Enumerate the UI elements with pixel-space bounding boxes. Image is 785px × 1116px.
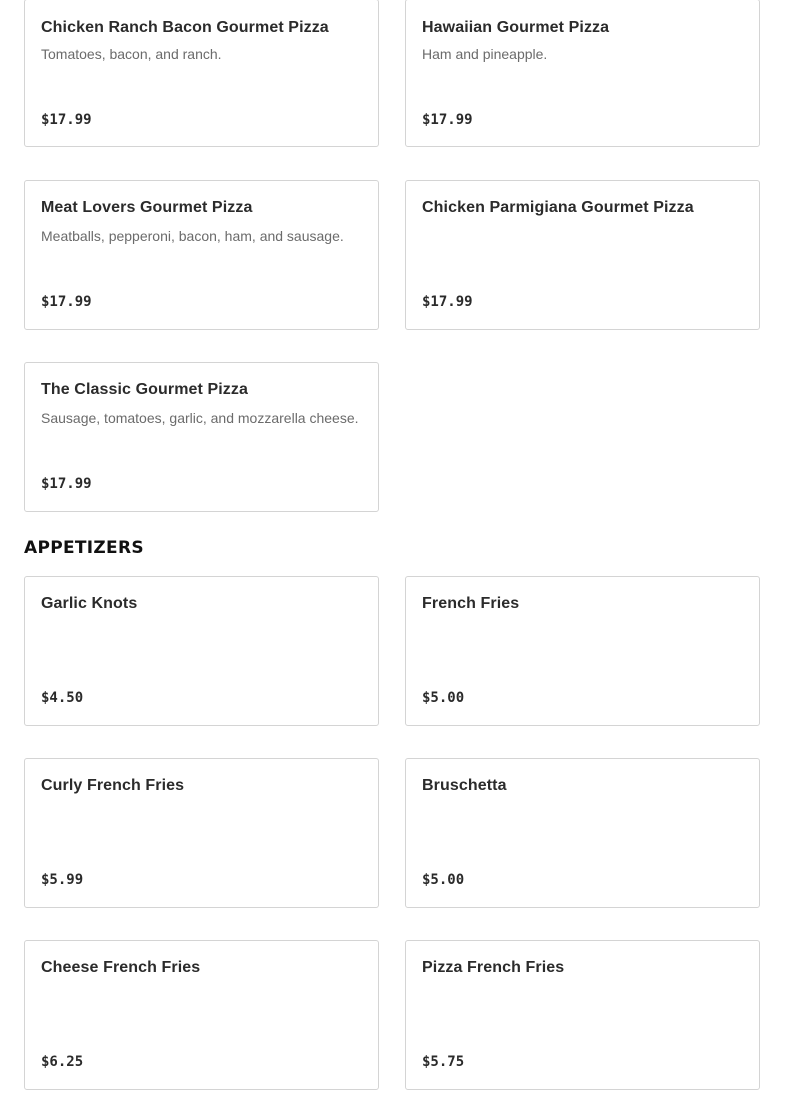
- menu-item-description: Ham and pineapple.: [422, 46, 548, 62]
- menu-item-card[interactable]: [405, 576, 760, 726]
- menu-item-card[interactable]: [24, 180, 379, 330]
- menu-item-price: $17.99: [422, 112, 473, 128]
- menu-item-name: Pizza French Fries: [422, 959, 565, 976]
- menu-item-name: Chicken Parmigiana Gourmet Pizza: [422, 199, 694, 216]
- menu-item-price: $5.00: [422, 690, 465, 706]
- menu-item-description: Meatballs, pepperoni, bacon, ham, and sausage.: [41, 228, 344, 244]
- menu-item-card[interactable]: [24, 362, 379, 512]
- menu-item-card[interactable]: [405, 940, 760, 1090]
- menu-item-name: Curly French Fries: [41, 777, 185, 794]
- menu-item-price: $5.99: [41, 872, 84, 888]
- menu-item-price: $17.99: [422, 294, 473, 310]
- menu-item-price: $17.99: [41, 476, 92, 492]
- menu-item-description: Tomatoes, bacon, and ranch.: [41, 46, 222, 62]
- menu-item-price: $17.99: [41, 294, 92, 310]
- menu-item-card[interactable]: [405, 180, 760, 330]
- menu-item-description: Sausage, tomatoes, garlic, and mozzarella cheese.: [41, 410, 359, 426]
- menu-item-card[interactable]: [24, 758, 379, 908]
- section-title-appetizers: APPETIZERS: [24, 538, 144, 558]
- menu-item-name: Hawaiian Gourmet Pizza: [422, 19, 610, 36]
- menu-item-price: $5.75: [422, 1054, 465, 1070]
- menu-item-price: $4.50: [41, 690, 84, 706]
- menu-item-card[interactable]: [24, 576, 379, 726]
- menu-item-price: $17.99: [41, 112, 92, 128]
- menu-item-price: $5.00: [422, 872, 465, 888]
- menu-item-name: Chicken Ranch Bacon Gourmet Pizza: [41, 19, 329, 36]
- menu-item-card[interactable]: [405, 0, 760, 147]
- menu-item-name: Bruschetta: [422, 777, 507, 794]
- menu-item-name: Garlic Knots: [41, 595, 138, 612]
- menu-item-card[interactable]: [24, 0, 379, 147]
- menu-item-name: Meat Lovers Gourmet Pizza: [41, 199, 253, 216]
- menu-item-name: The Classic Gourmet Pizza: [41, 381, 249, 398]
- menu-item-card[interactable]: [24, 940, 379, 1090]
- menu-item-price: $6.25: [41, 1054, 84, 1070]
- menu-item-card[interactable]: [405, 758, 760, 908]
- menu-item-name: French Fries: [422, 595, 520, 612]
- menu-item-name: Cheese French Fries: [41, 959, 201, 976]
